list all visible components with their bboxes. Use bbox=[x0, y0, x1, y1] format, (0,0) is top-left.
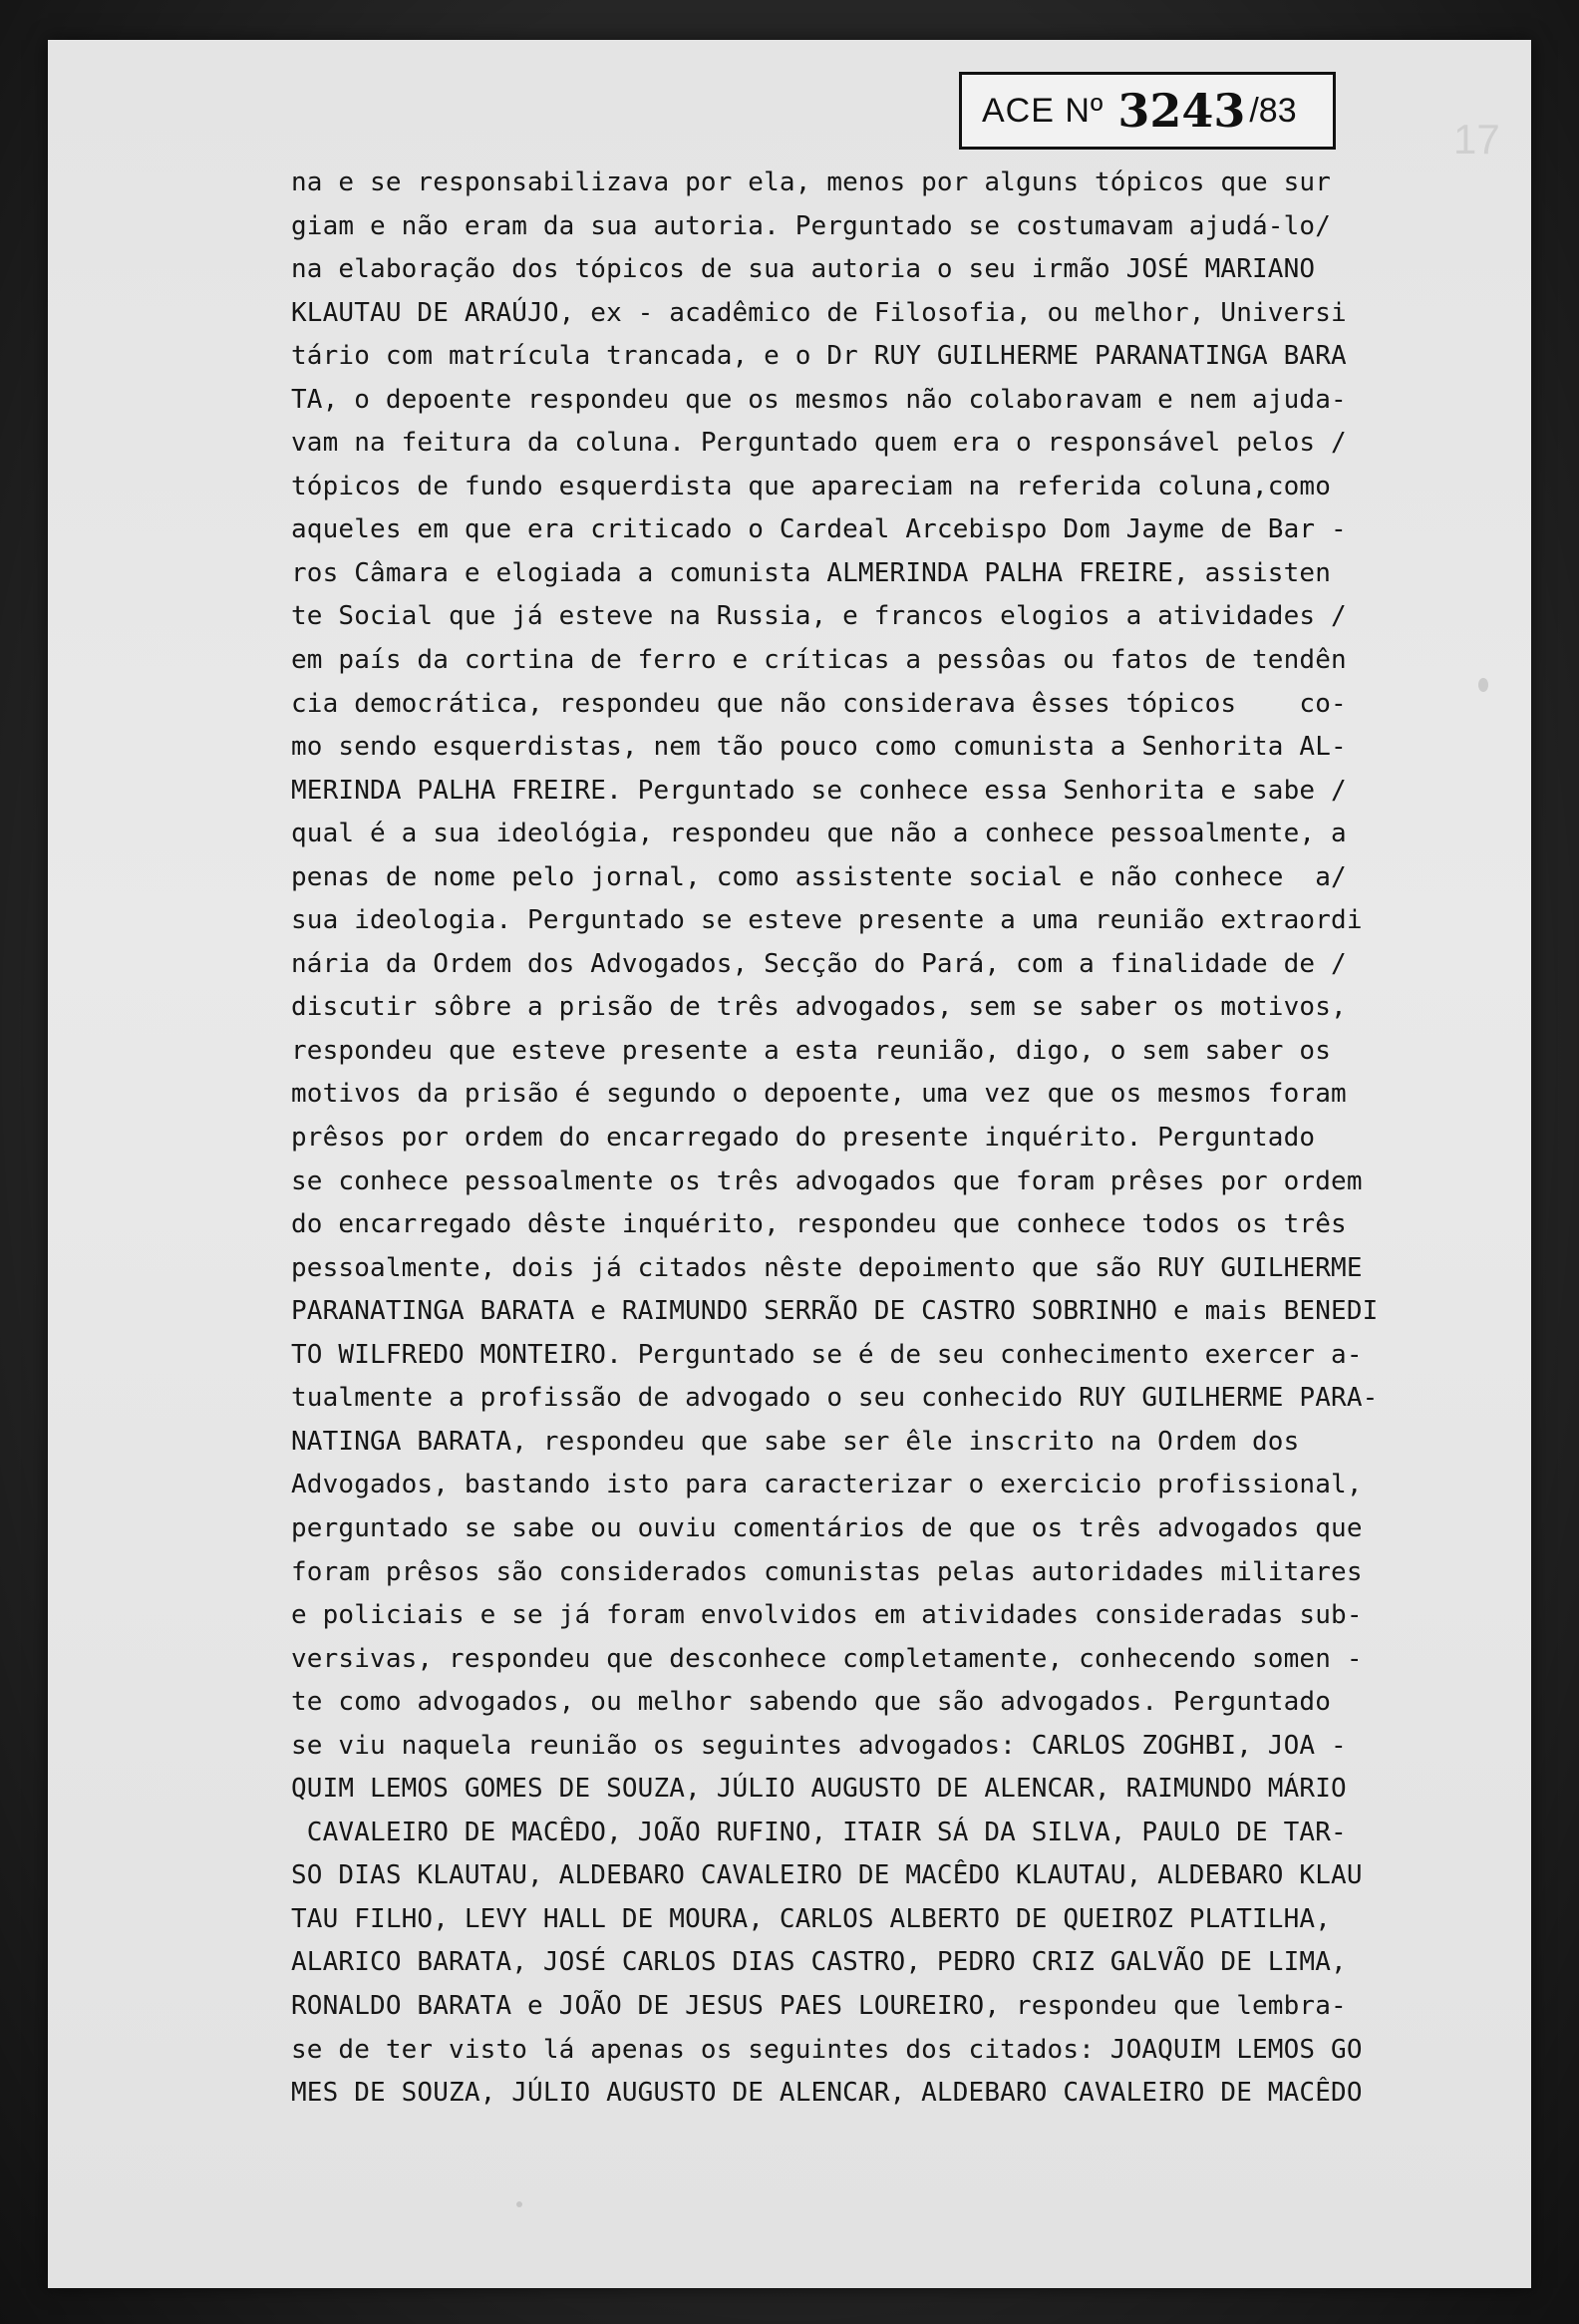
text-line: NATINGA BARATA, respondeu que sabe ser êle inscrito na Ordem dos bbox=[291, 1426, 1300, 1457]
text-line: vam na feitura da coluna. Perguntado quem era o responsável pelos / bbox=[291, 428, 1347, 459]
text-line: nária da Ordem dos Advogados, Secção do Pará, com a finalidade de / bbox=[291, 948, 1347, 979]
text-line: cia democrática, respondeu que não considerava êsses tópicos co- bbox=[291, 688, 1347, 719]
text-line: QUIM LEMOS GOMES DE SOUZA, JÚLIO AUGUSTO DE ALENCAR, RAIMUNDO MÁRIO bbox=[291, 1774, 1347, 1805]
text-line: foram prêsos são considerados comunistas pelas autoridades militares bbox=[291, 1556, 1363, 1587]
text-line: PARANATINGA BARATA e RAIMUNDO SERRÃO DE CASTRO SOBRINHO e mais BENEDI bbox=[291, 1296, 1379, 1327]
text-line: giam e não eram da sua autoria. Perguntado se costumavam ajudá-lo/ bbox=[291, 210, 1332, 241]
stamp-prefix: ACE Nº bbox=[982, 91, 1105, 130]
text-line: prêsos por ordem do encarregado do presente inquérito. Perguntado bbox=[291, 1123, 1316, 1154]
text-line: se viu naquela reunião os seguintes advogados: CARLOS ZOGHBI, JOA - bbox=[291, 1730, 1347, 1761]
text-line: pessoalmente, dois já citados nêste depoimento que são RUY GUILHERME bbox=[291, 1252, 1363, 1283]
text-line: na elaboração dos tópicos de sua autoria o seu irmão JOSÉ MARIANO bbox=[291, 254, 1316, 285]
stamp-number: 3243 bbox=[1117, 84, 1246, 138]
text-line: perguntado se sabe ou ouviu comentários de que os três advogados que bbox=[291, 1512, 1363, 1543]
text-line: MERINDA PALHA FREIRE. Perguntado se conhece essa Senhorita e sabe / bbox=[291, 775, 1347, 806]
text-line: KLAUTAU DE ARAÚJO, ex - acadêmico de Filosofia, ou melhor, Universi bbox=[291, 297, 1347, 328]
text-line: te Social que já esteve na Russia, e francos elogios a atividades / bbox=[291, 601, 1347, 632]
text-line: motivos da prisão é segundo o depoente, uma vez que os mesmos foram bbox=[291, 1079, 1347, 1110]
text-line: SO DIAS KLAUTAU, ALDEBARO CAVALEIRO DE MACÊDO KLAUTAU, ALDEBARO KLAU bbox=[291, 1860, 1363, 1891]
scan-smudge bbox=[516, 2201, 522, 2207]
text-line: tário com matrícula trancada, e o Dr RUY GUILHERME PARANATINGA BARA bbox=[291, 341, 1347, 372]
text-line: se conhece pessoalmente os três advogados que foram prêses por ordem bbox=[291, 1165, 1363, 1196]
page-number: 17 bbox=[1453, 116, 1500, 163]
text-line: TO WILFREDO MONTEIRO. Perguntado se é de seu conhecimento exercer a- bbox=[291, 1339, 1363, 1370]
text-line: discutir sôbre a prisão de três advogados, sem se saber os motivos, bbox=[291, 992, 1347, 1023]
text-line: tópicos de fundo esquerdista que apareciam na referida coluna,como bbox=[291, 471, 1332, 501]
text-line: te como advogados, ou melhor sabendo que são advogados. Perguntado bbox=[291, 1687, 1332, 1718]
text-line: CAVALEIRO DE MACÊDO, JOÃO RUFINO, ITAIR SÁ DA SILVA, PAULO DE TAR- bbox=[291, 1817, 1347, 1847]
text-line: aqueles em que era criticado o Cardeal Arcebispo Dom Jayme de Bar - bbox=[291, 514, 1347, 545]
ace-number-stamp bbox=[959, 72, 1336, 150]
text-line: versivas, respondeu que desconhece completamente, conhecendo somen - bbox=[291, 1643, 1363, 1674]
deposition-text bbox=[291, 162, 1487, 2116]
text-line: do encarregado dêste inquérito, respondeu que conhece todos os três bbox=[291, 1209, 1347, 1240]
text-line: mo sendo esquerdistas, nem tão pouco como comunista a Senhorita AL- bbox=[291, 732, 1347, 763]
text-line: ros Câmara e elogiada a comunista ALMERINDA PALHA FREIRE, assisten bbox=[291, 557, 1332, 588]
text-line: ALARICO BARATA, JOSÉ CARLOS DIAS CASTRO, PEDRO CRIZ GALVÃO DE LIMA, bbox=[291, 1947, 1347, 1978]
text-line: em país da cortina de ferro e críticas a pessôas ou fatos de tendên bbox=[291, 645, 1347, 676]
stamp-suffix: /83 bbox=[1249, 91, 1297, 130]
text-line: Advogados, bastando isto para caracterizar o exercicio profissional, bbox=[291, 1470, 1363, 1500]
text-line: respondeu que esteve presente a esta reunião, digo, o sem saber os bbox=[291, 1035, 1332, 1066]
text-line: MES DE SOUZA, JÚLIO AUGUSTO DE ALENCAR, ALDEBARO CAVALEIRO DE MACÊDO bbox=[291, 2078, 1363, 2109]
text-line: sua ideologia. Perguntado se esteve presente a uma reunião extraordi bbox=[291, 905, 1363, 936]
text-line: RONALDO BARATA e JOÃO DE JESUS PAES LOUREIRO, respondeu que lembra- bbox=[291, 1990, 1347, 2021]
text-line: TA, o depoente respondeu que os mesmos não colaboravam e nem ajuda- bbox=[291, 384, 1347, 415]
text-line: TAU FILHO, LEVY HALL DE MOURA, CARLOS ALBERTO DE QUEIROZ PLATILHA, bbox=[291, 1903, 1332, 1934]
text-line: na e se responsabilizava por ela, menos por alguns tópicos que sur bbox=[291, 167, 1332, 197]
text-line: qual é a sua ideológia, respondeu que não a conhece pessoalmente, a bbox=[291, 819, 1347, 849]
text-line: tualmente a profissão de advogado o seu conhecido RUY GUILHERME PARA- bbox=[291, 1383, 1379, 1414]
text-line: e policiais e se já foram envolvidos em atividades consideradas sub- bbox=[291, 1600, 1363, 1631]
text-line: penas de nome pelo jornal, como assistente social e não conhece a/ bbox=[291, 861, 1347, 892]
text-line: se de ter visto lá apenas os seguintes dos citados: JOAQUIM LEMOS GO bbox=[291, 2034, 1363, 2065]
